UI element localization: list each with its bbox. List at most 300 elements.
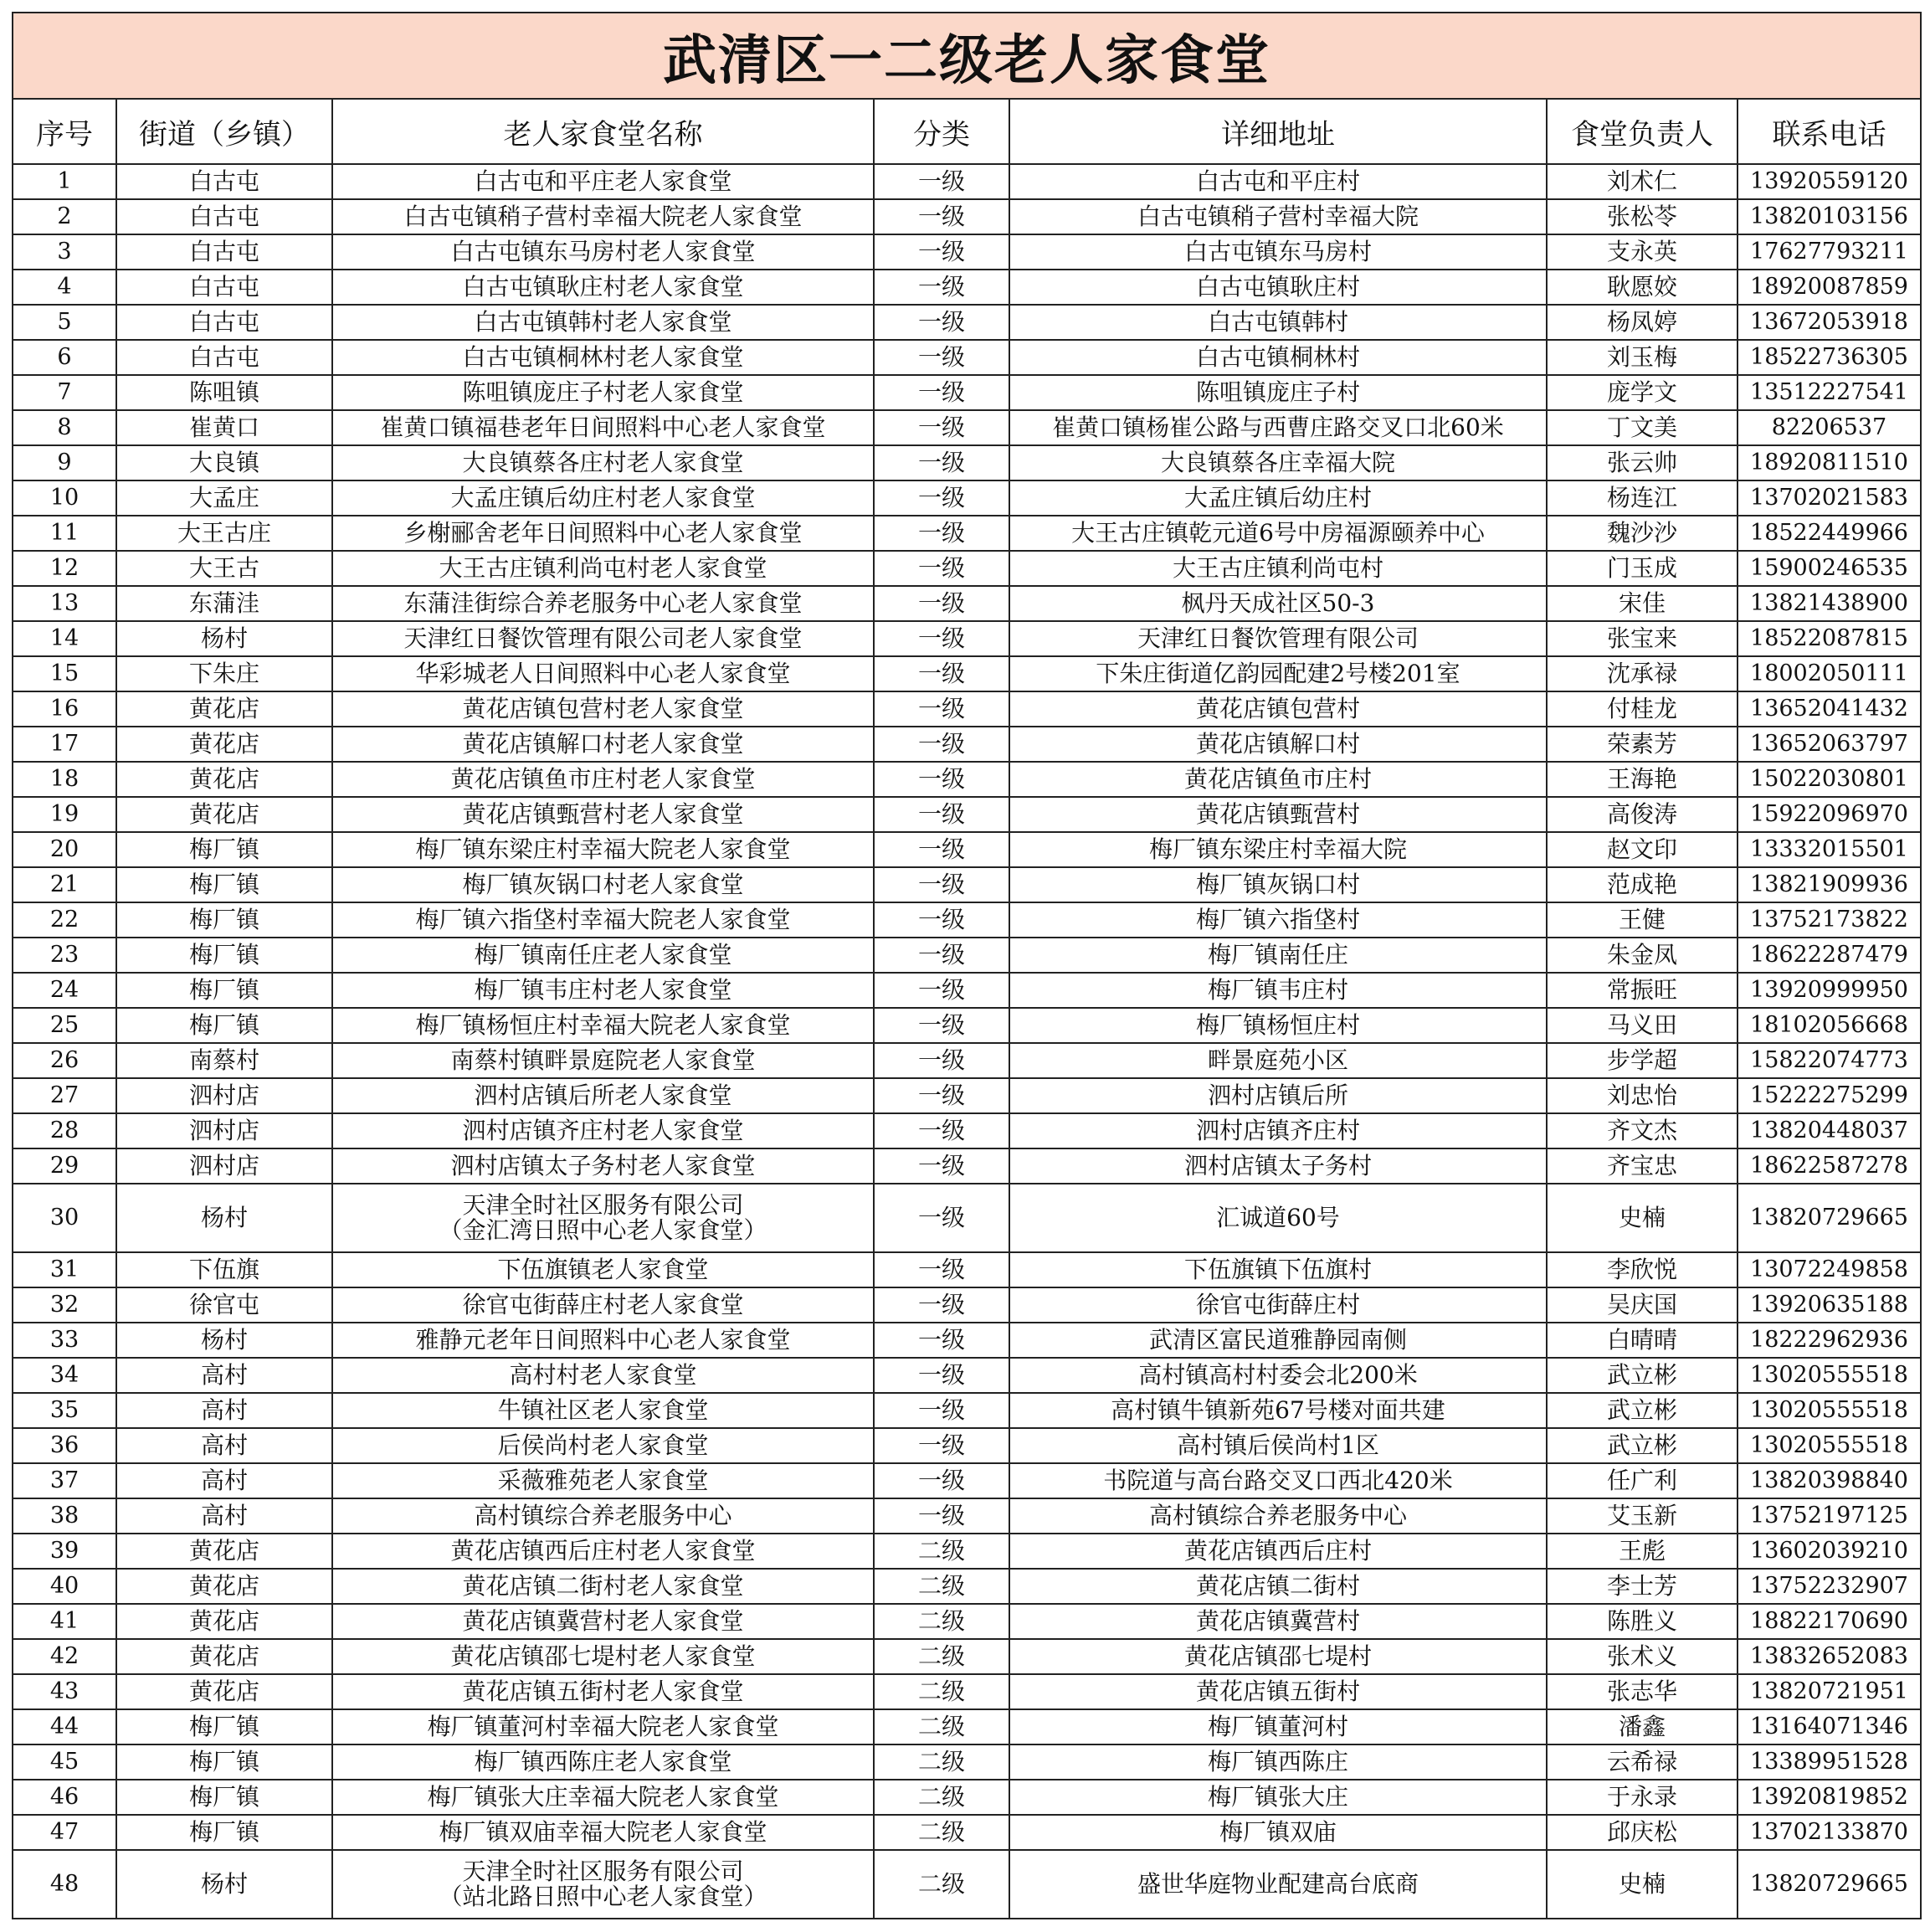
cell-phone: 13821438900	[1738, 586, 1921, 621]
cell-name: 南蔡村镇畔景庭院老人家食堂	[332, 1043, 874, 1078]
cell-contact: 史楠	[1547, 1850, 1738, 1919]
table-row	[13, 867, 1921, 902]
cell-no: 11	[13, 516, 116, 551]
page-title: 武清区一二级老人家食堂	[13, 13, 1921, 99]
cell-no: 3	[13, 234, 116, 270]
cell-no: 4	[13, 270, 116, 305]
cell-address: 梅厂镇南任庄	[1009, 938, 1547, 973]
cell-no: 21	[13, 867, 116, 902]
cell-name: 梅厂镇双庙幸福大院老人家食堂	[332, 1815, 874, 1850]
cell-phone: 13752232907	[1738, 1569, 1921, 1604]
cell-name	[332, 1184, 874, 1252]
cell-street: 大良镇	[116, 445, 332, 480]
cell-no: 34	[13, 1358, 116, 1393]
table-row	[13, 1008, 1921, 1043]
cell-address: 梅厂镇张大庄	[1009, 1780, 1547, 1815]
cell-contact: 张宝来	[1547, 621, 1738, 656]
cell-phone: 13389951528	[1738, 1744, 1921, 1780]
cell-phone: 13020555518	[1738, 1393, 1921, 1428]
cell-contact: 潘鑫	[1547, 1709, 1738, 1744]
cell-street: 梅厂镇	[116, 1008, 332, 1043]
cell-contact: 王海艳	[1547, 762, 1738, 797]
cell-street: 白古屯	[116, 340, 332, 375]
cell-phone: 13820729665	[1738, 1184, 1921, 1252]
table-row	[13, 270, 1921, 305]
cell-name: 梅厂镇董河村幸福大院老人家食堂	[332, 1709, 874, 1744]
cell-contact: 艾玉新	[1547, 1498, 1738, 1534]
cell-street: 梅厂镇	[116, 1815, 332, 1850]
cell-phone: 13512227541	[1738, 375, 1921, 410]
header-contact: 食堂负责人	[1547, 99, 1738, 164]
cell-level: 一级	[874, 1113, 1009, 1148]
cell-name: 牛镇社区老人家食堂	[332, 1393, 874, 1428]
cell-name: 大良镇蔡各庄村老人家食堂	[332, 445, 874, 480]
cell-phone: 13020555518	[1738, 1358, 1921, 1393]
table-row	[13, 1604, 1921, 1639]
cell-address: 梅厂镇西陈庄	[1009, 1744, 1547, 1780]
canteen-table	[12, 12, 1922, 1919]
cell-phone: 82206537	[1738, 410, 1921, 445]
cell-name: 下伍旗镇老人家食堂	[332, 1252, 874, 1287]
table-row	[13, 1674, 1921, 1709]
cell-phone: 13920819852	[1738, 1780, 1921, 1815]
cell-address: 梅厂镇双庙	[1009, 1815, 1547, 1850]
cell-street: 梅厂镇	[116, 1709, 332, 1744]
table-row	[13, 1358, 1921, 1393]
cell-street: 梅厂镇	[116, 832, 332, 867]
cell-street: 黄花店	[116, 727, 332, 762]
cell-street: 下朱庄	[116, 656, 332, 691]
cell-level: 一级	[874, 234, 1009, 270]
cell-name: 白古屯镇稍子营村幸福大院老人家食堂	[332, 199, 874, 234]
cell-name: 黄花店镇二街村老人家食堂	[332, 1569, 874, 1604]
cell-phone: 18622287479	[1738, 938, 1921, 973]
cell-contact: 魏沙沙	[1547, 516, 1738, 551]
table-row	[13, 1043, 1921, 1078]
table-row	[13, 586, 1921, 621]
cell-address: 梅厂镇韦庄村	[1009, 973, 1547, 1008]
cell-contact: 付桂龙	[1547, 691, 1738, 727]
cell-level: 一级	[874, 586, 1009, 621]
cell-contact: 赵文印	[1547, 832, 1738, 867]
cell-phone: 13602039210	[1738, 1534, 1921, 1569]
cell-no: 20	[13, 832, 116, 867]
cell-street: 白古屯	[116, 270, 332, 305]
cell-name: 东蒲洼街综合养老服务中心老人家食堂	[332, 586, 874, 621]
cell-level: 一级	[874, 867, 1009, 902]
cell-no: 22	[13, 902, 116, 938]
cell-address: 大良镇蔡各庄幸福大院	[1009, 445, 1547, 480]
cell-contact: 沈承禄	[1547, 656, 1738, 691]
cell-name: 白古屯镇耿庄村老人家食堂	[332, 270, 874, 305]
cell-name: 后侯尚村老人家食堂	[332, 1428, 874, 1463]
cell-no: 25	[13, 1008, 116, 1043]
cell-no: 38	[13, 1498, 116, 1534]
cell-name: 华彩城老人日间照料中心老人家食堂	[332, 656, 874, 691]
cell-contact: 张术义	[1547, 1639, 1738, 1674]
cell-street: 泗村店	[116, 1113, 332, 1148]
cell-no: 31	[13, 1252, 116, 1287]
table-row	[13, 902, 1921, 938]
cell-phone: 13920635188	[1738, 1287, 1921, 1323]
cell-name: 大孟庄镇后幼庄村老人家食堂	[332, 480, 874, 516]
table-row	[13, 480, 1921, 516]
cell-address: 大王古庄镇利尚屯村	[1009, 551, 1547, 586]
cell-name: 高村村老人家食堂	[332, 1358, 874, 1393]
cell-name: 采薇雅苑老人家食堂	[332, 1463, 874, 1498]
table-row	[13, 727, 1921, 762]
cell-no: 45	[13, 1744, 116, 1780]
cell-no: 33	[13, 1323, 116, 1358]
cell-phone: 18522736305	[1738, 340, 1921, 375]
cell-level: 一级	[874, 832, 1009, 867]
cell-street: 白古屯	[116, 234, 332, 270]
cell-street: 南蔡村	[116, 1043, 332, 1078]
cell-no: 6	[13, 340, 116, 375]
cell-address: 徐官屯街薛庄村	[1009, 1287, 1547, 1323]
cell-no: 42	[13, 1639, 116, 1674]
cell-street: 梅厂镇	[116, 902, 332, 938]
cell-level: 二级	[874, 1780, 1009, 1815]
cell-level: 一级	[874, 1358, 1009, 1393]
cell-name: 梅厂镇东梁庄村幸福大院老人家食堂	[332, 832, 874, 867]
cell-name: 梅厂镇杨恒庄村幸福大院老人家食堂	[332, 1008, 874, 1043]
cell-address: 白古屯镇韩村	[1009, 305, 1547, 340]
cell-phone: 17627793211	[1738, 234, 1921, 270]
cell-level: 一级	[874, 1393, 1009, 1428]
cell-phone: 18822170690	[1738, 1604, 1921, 1639]
table-row	[13, 410, 1921, 445]
table-row	[13, 691, 1921, 727]
cell-street: 白古屯	[116, 199, 332, 234]
cell-contact: 于永录	[1547, 1780, 1738, 1815]
table-row	[13, 164, 1921, 199]
cell-contact: 步学超	[1547, 1043, 1738, 1078]
cell-contact: 常振旺	[1547, 973, 1738, 1008]
cell-contact: 齐宝忠	[1547, 1148, 1738, 1184]
cell-phone: 13652041432	[1738, 691, 1921, 727]
cell-name: 徐官屯街薛庄村老人家食堂	[332, 1287, 874, 1323]
cell-name: 黄花店镇邵七堤村老人家食堂	[332, 1639, 874, 1674]
cell-phone: 15900246535	[1738, 551, 1921, 586]
cell-phone: 13832652083	[1738, 1639, 1921, 1674]
cell-level: 一级	[874, 1428, 1009, 1463]
cell-address: 天津红日餐饮管理有限公司	[1009, 621, 1547, 656]
cell-phone: 18522087815	[1738, 621, 1921, 656]
cell-phone: 15222275299	[1738, 1078, 1921, 1113]
cell-street: 黄花店	[116, 1534, 332, 1569]
table-row	[13, 656, 1921, 691]
cell-name: 高村镇综合养老服务中心	[332, 1498, 874, 1534]
cell-address: 汇诚道60号	[1009, 1184, 1547, 1252]
cell-address: 书院道与高台路交叉口西北420米	[1009, 1463, 1547, 1498]
cell-address: 高村镇综合养老服务中心	[1009, 1498, 1547, 1534]
cell-contact: 云希禄	[1547, 1744, 1738, 1780]
cell-address: 黄花店镇五街村	[1009, 1674, 1547, 1709]
cell-street: 梅厂镇	[116, 938, 332, 973]
cell-contact: 范成艳	[1547, 867, 1738, 902]
cell-name: 泗村店镇太子务村老人家食堂	[332, 1148, 874, 1184]
table-row	[13, 1569, 1921, 1604]
cell-address: 陈咀镇庞庄子村	[1009, 375, 1547, 410]
cell-level: 一级	[874, 1323, 1009, 1358]
cell-level: 一级	[874, 445, 1009, 480]
cell-no: 16	[13, 691, 116, 727]
cell-street: 梅厂镇	[116, 973, 332, 1008]
cell-address: 梅厂镇董河村	[1009, 1709, 1547, 1744]
cell-address: 高村镇高村村委会北200米	[1009, 1358, 1547, 1393]
header-row	[13, 99, 1921, 164]
header-no: 序号	[13, 99, 116, 164]
cell-no: 8	[13, 410, 116, 445]
cell-level: 一级	[874, 516, 1009, 551]
cell-street: 下伍旗	[116, 1252, 332, 1287]
cell-level: 一级	[874, 902, 1009, 938]
cell-phone: 13820721951	[1738, 1674, 1921, 1709]
cell-street: 大孟庄	[116, 480, 332, 516]
cell-street: 杨村	[116, 1323, 332, 1358]
cell-name: 白古屯镇韩村老人家食堂	[332, 305, 874, 340]
cell-name: 乡榭郦舍老年日间照料中心老人家食堂	[332, 516, 874, 551]
cell-address: 黄花店镇甄营村	[1009, 797, 1547, 832]
cell-address: 黄花店镇二街村	[1009, 1569, 1547, 1604]
cell-address: 黄花店镇邵七堤村	[1009, 1639, 1547, 1674]
cell-name: 梅厂镇南任庄老人家食堂	[332, 938, 874, 973]
cell-no: 13	[13, 586, 116, 621]
cell-no: 43	[13, 1674, 116, 1709]
cell-address: 白古屯镇桐林村	[1009, 340, 1547, 375]
cell-name: 黄花店镇冀营村老人家食堂	[332, 1604, 874, 1639]
cell-level: 一级	[874, 270, 1009, 305]
table-row	[13, 1744, 1921, 1780]
table-row	[13, 305, 1921, 340]
table-row	[13, 1078, 1921, 1113]
table-row	[13, 199, 1921, 234]
cell-contact: 邱庆松	[1547, 1815, 1738, 1850]
cell-no: 14	[13, 621, 116, 656]
cell-street: 陈咀镇	[116, 375, 332, 410]
cell-contact: 刘术仁	[1547, 164, 1738, 199]
cell-no: 2	[13, 199, 116, 234]
cell-no: 48	[13, 1850, 116, 1919]
cell-contact: 耿愿姣	[1547, 270, 1738, 305]
header-level: 分类	[874, 99, 1009, 164]
cell-address: 高村镇牛镇新苑67号楼对面共建	[1009, 1393, 1547, 1428]
cell-address: 梅厂镇灰锅口村	[1009, 867, 1547, 902]
cell-name-line2: （站北路日照中心老人家食堂）	[439, 1883, 767, 1910]
cell-level: 一级	[874, 727, 1009, 762]
cell-name-line1: 天津全时社区服务有限公司	[462, 1857, 744, 1885]
cell-street: 大王古	[116, 551, 332, 586]
cell-contact: 门玉成	[1547, 551, 1738, 586]
cell-street: 徐官屯	[116, 1287, 332, 1323]
cell-address: 泗村店镇后所	[1009, 1078, 1547, 1113]
cell-name: 梅厂镇六指垡村幸福大院老人家食堂	[332, 902, 874, 938]
cell-contact: 史楠	[1547, 1184, 1738, 1252]
cell-contact: 张松苓	[1547, 199, 1738, 234]
cell-no: 36	[13, 1428, 116, 1463]
cell-phone: 13020555518	[1738, 1428, 1921, 1463]
table-row	[13, 1148, 1921, 1184]
table-row	[13, 832, 1921, 867]
cell-name: 大王古庄镇利尚屯村老人家食堂	[332, 551, 874, 586]
cell-level: 一级	[874, 797, 1009, 832]
cell-phone: 15922096970	[1738, 797, 1921, 832]
cell-level: 二级	[874, 1815, 1009, 1850]
cell-name: 梅厂镇韦庄村老人家食堂	[332, 973, 874, 1008]
cell-name: 黄花店镇鱼市庄村老人家食堂	[332, 762, 874, 797]
cell-street: 白古屯	[116, 305, 332, 340]
cell-contact: 宋佳	[1547, 586, 1738, 621]
cell-address: 白古屯镇稍子营村幸福大院	[1009, 199, 1547, 234]
cell-phone: 13820448037	[1738, 1113, 1921, 1148]
cell-no: 30	[13, 1184, 116, 1252]
cell-street: 梅厂镇	[116, 1744, 332, 1780]
cell-address: 泗村店镇齐庄村	[1009, 1113, 1547, 1148]
cell-phone: 13820398840	[1738, 1463, 1921, 1498]
cell-phone: 15822074773	[1738, 1043, 1921, 1078]
cell-contact: 吴庆国	[1547, 1287, 1738, 1323]
cell-no: 47	[13, 1815, 116, 1850]
cell-address: 梅厂镇杨恒庄村	[1009, 1008, 1547, 1043]
cell-no: 27	[13, 1078, 116, 1113]
cell-phone: 13752173822	[1738, 902, 1921, 938]
cell-address: 黄花店镇解口村	[1009, 727, 1547, 762]
cell-no: 26	[13, 1043, 116, 1078]
cell-contact: 任广利	[1547, 1463, 1738, 1498]
cell-level: 一级	[874, 551, 1009, 586]
cell-address: 黄花店镇包营村	[1009, 691, 1547, 727]
cell-level: 一级	[874, 1008, 1009, 1043]
cell-no: 23	[13, 938, 116, 973]
cell-phone: 13672053918	[1738, 305, 1921, 340]
table-row	[13, 340, 1921, 375]
cell-address: 大孟庄镇后幼庄村	[1009, 480, 1547, 516]
cell-street: 白古屯	[116, 164, 332, 199]
cell-phone: 18002050111	[1738, 656, 1921, 691]
cell-phone: 13652063797	[1738, 727, 1921, 762]
table-row	[13, 1463, 1921, 1498]
cell-contact: 武立彬	[1547, 1393, 1738, 1428]
cell-name-line2: （金汇湾日照中心老人家食堂）	[439, 1216, 767, 1244]
cell-contact: 朱金凤	[1547, 938, 1738, 973]
cell-phone: 13164071346	[1738, 1709, 1921, 1744]
cell-phone: 13332015501	[1738, 832, 1921, 867]
cell-street: 杨村	[116, 1184, 332, 1252]
cell-street: 黄花店	[116, 1639, 332, 1674]
cell-street: 高村	[116, 1498, 332, 1534]
cell-level: 二级	[874, 1709, 1009, 1744]
cell-phone: 13702133870	[1738, 1815, 1921, 1850]
cell-street: 梅厂镇	[116, 1780, 332, 1815]
cell-level: 二级	[874, 1534, 1009, 1569]
cell-phone: 18522449966	[1738, 516, 1921, 551]
cell-address: 下伍旗镇下伍旗村	[1009, 1252, 1547, 1287]
cell-contact: 齐文杰	[1547, 1113, 1738, 1148]
cell-level: 一级	[874, 340, 1009, 375]
cell-phone: 13920559120	[1738, 164, 1921, 199]
cell-contact: 张志华	[1547, 1674, 1738, 1709]
cell-street: 泗村店	[116, 1078, 332, 1113]
cell-street: 黄花店	[116, 1604, 332, 1639]
cell-no: 7	[13, 375, 116, 410]
cell-level: 一级	[874, 938, 1009, 973]
cell-level: 一级	[874, 1287, 1009, 1323]
cell-street: 大王古庄	[116, 516, 332, 551]
cell-address: 盛世华庭物业配建高台底商	[1009, 1850, 1547, 1919]
cell-address: 高村镇后侯尚村1区	[1009, 1428, 1547, 1463]
cell-address: 泗村店镇太子务村	[1009, 1148, 1547, 1184]
cell-address: 白古屯镇东马房村	[1009, 234, 1547, 270]
cell-no: 19	[13, 797, 116, 832]
cell-street: 高村	[116, 1463, 332, 1498]
cell-level: 二级	[874, 1604, 1009, 1639]
cell-street: 黄花店	[116, 1569, 332, 1604]
cell-contact: 荣素芳	[1547, 727, 1738, 762]
cell-level: 一级	[874, 164, 1009, 199]
cell-address: 崔黄口镇杨崔公路与西曹庄路交叉口北60米	[1009, 410, 1547, 445]
cell-address: 武清区富民道雅静园南侧	[1009, 1323, 1547, 1358]
header-street: 街道（乡镇）	[116, 99, 332, 164]
cell-level: 二级	[874, 1569, 1009, 1604]
cell-contact: 杨连江	[1547, 480, 1738, 516]
cell-level: 一级	[874, 305, 1009, 340]
cell-phone: 18622587278	[1738, 1148, 1921, 1184]
table-row	[13, 1709, 1921, 1744]
cell-level: 一级	[874, 1252, 1009, 1287]
cell-level: 一级	[874, 1078, 1009, 1113]
cell-level: 一级	[874, 973, 1009, 1008]
cell-street: 黄花店	[116, 762, 332, 797]
cell-contact: 王健	[1547, 902, 1738, 938]
cell-phone: 18222962936	[1738, 1323, 1921, 1358]
cell-phone: 18102056668	[1738, 1008, 1921, 1043]
cell-no: 35	[13, 1393, 116, 1428]
cell-street: 高村	[116, 1358, 332, 1393]
cell-phone: 18920087859	[1738, 270, 1921, 305]
cell-address: 大王古庄镇乾元道6号中房福源颐养中心	[1009, 516, 1547, 551]
cell-level: 一级	[874, 480, 1009, 516]
cell-name: 天津红日餐饮管理有限公司老人家食堂	[332, 621, 874, 656]
cell-phone: 13820103156	[1738, 199, 1921, 234]
cell-name: 陈咀镇庞庄子村老人家食堂	[332, 375, 874, 410]
cell-street: 杨村	[116, 1850, 332, 1919]
cell-name: 黄花店镇甄营村老人家食堂	[332, 797, 874, 832]
cell-no: 18	[13, 762, 116, 797]
cell-street: 黄花店	[116, 691, 332, 727]
cell-level: 一级	[874, 375, 1009, 410]
cell-no: 15	[13, 656, 116, 691]
cell-name: 黄花店镇五街村老人家食堂	[332, 1674, 874, 1709]
table-row	[13, 1113, 1921, 1148]
cell-no: 46	[13, 1780, 116, 1815]
cell-address: 白古屯和平庄村	[1009, 164, 1547, 199]
cell-address: 黄花店镇西后庄村	[1009, 1534, 1547, 1569]
table-row	[13, 797, 1921, 832]
header-phone: 联系电话	[1738, 99, 1921, 164]
table-row	[13, 1498, 1921, 1534]
table-row	[13, 1184, 1921, 1252]
cell-no: 28	[13, 1113, 116, 1148]
cell-address: 枫丹天成社区50-3	[1009, 586, 1547, 621]
header-address: 详细地址	[1009, 99, 1547, 164]
cell-no: 41	[13, 1604, 116, 1639]
cell-no: 44	[13, 1709, 116, 1744]
cell-contact: 刘忠怡	[1547, 1078, 1738, 1113]
cell-no: 10	[13, 480, 116, 516]
cell-name: 白古屯镇桐林村老人家食堂	[332, 340, 874, 375]
table-row	[13, 1639, 1921, 1674]
